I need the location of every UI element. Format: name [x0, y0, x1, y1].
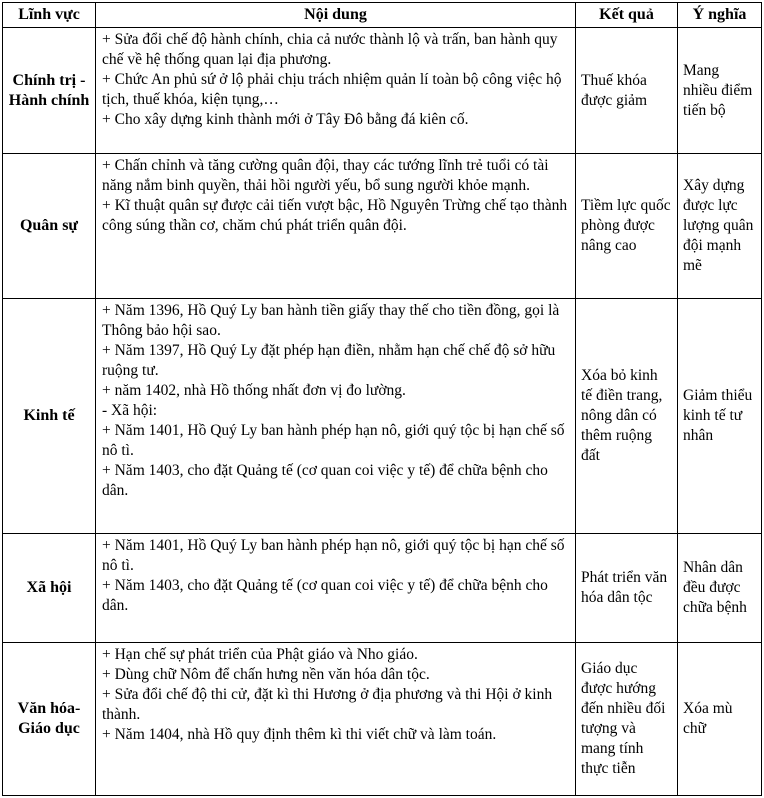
row-content	[96, 643, 576, 796]
header-content: Nội dung	[96, 3, 576, 28]
content-line: + Chức An phủ sứ ở lộ phải chịu trách nhiệm quản lí toàn bộ công việc hộ tịch, thuế khóa, kiện tụng,…	[102, 71, 562, 108]
content-line: + Cho xây dựng kinh thành mới ở Tây Đô bằng đá kiên cố.	[102, 111, 469, 128]
row-meaning: Xóa mù chữ	[678, 643, 762, 796]
row-result: Xóa bỏ kinh tế điền trang, nông dân có thêm ruộng đất	[576, 299, 678, 534]
row-content	[96, 154, 576, 299]
row-meaning: Mang nhiều điểm tiến bộ	[678, 28, 762, 154]
table-row	[3, 534, 762, 643]
content-line: + Năm 1403, cho đặt Quảng tế (cơ quan coi việc y tế) để chữa bệnh cho dân.	[102, 577, 548, 614]
reforms-table	[2, 2, 762, 796]
row-result: Phát triển văn hóa dân tộc	[576, 534, 678, 643]
content-line: + Sửa đổi chế độ hành chính, chia cả nước thành lộ và trấn, ban hành quy chế về hệ thống quan lại địa phương.	[102, 31, 558, 68]
content-line: + năm 1402, nhà Hồ thống nhất đơn vị đo lường.	[102, 382, 406, 399]
header-meaning: Ý nghĩa	[678, 3, 762, 28]
header-result: Kết quả	[576, 3, 678, 28]
row-field: Văn hóa- Giáo dục	[3, 643, 96, 796]
table-row	[3, 28, 762, 154]
content-line: + Năm 1397, Hồ Quý Ly đặt phép hạn điền, nhằm hạn chế chế độ sở hữu ruộng tư.	[102, 342, 556, 379]
reforms-table-wrapper	[2, 2, 762, 796]
row-content	[96, 28, 576, 154]
content-line: + Năm 1401, Hồ Quý Ly ban hành phép hạn nô, giới quý tộc bị hạn chế số nô tì.	[102, 537, 565, 574]
content-line: + Năm 1396, Hồ Quý Ly ban hành tiền giấy thay thế cho tiền đồng, gọi là Thông bảo hội sao.	[102, 302, 560, 339]
content-line: + Kĩ thuật quân sự được cải tiến vượt bậc, Hồ Nguyên Trừng chế tạo thành công súng thần cơ, chăm chú phát triển quân đội.	[102, 197, 568, 234]
content-line: - Xã hội:	[102, 402, 158, 419]
row-content	[96, 534, 576, 643]
row-result: Tiềm lực quốc phòng được nâng cao	[576, 154, 678, 299]
content-line: + Chấn chỉnh và tăng cường quân đội, thay các tướng lĩnh trẻ tuổi có tài năng nắm binh quyền, thải hồi người yếu, bổ sung người khỏe mạnh.	[102, 157, 549, 194]
table-row	[3, 154, 762, 299]
row-meaning: Xây dựng được lực lượng quân đội mạnh mẽ	[678, 154, 762, 299]
row-meaning: Giảm thiểu kinh tế tư nhân	[678, 299, 762, 534]
content-line: + Hạn chế sự phát triển của Phật giáo và Nho giáo.	[102, 646, 418, 663]
row-field: Kinh tế	[3, 299, 96, 534]
row-result: Thuế khóa được giảm	[576, 28, 678, 154]
row-content	[96, 299, 576, 534]
table-header-row	[3, 3, 762, 28]
content-line: + Dùng chữ Nôm để chấn hưng nền văn hóa dân tộc.	[102, 666, 430, 683]
row-field: Quân sự	[3, 154, 96, 299]
content-line: + Năm 1403, cho đặt Quảng tế (cơ quan coi việc y tế) để chữa bệnh cho dân.	[102, 462, 548, 499]
table-row	[3, 299, 762, 534]
row-field: Xã hội	[3, 534, 96, 643]
row-field: Chính trị - Hành chính	[3, 28, 96, 154]
header-field: Lĩnh vực	[3, 3, 96, 28]
content-line: + Sửa đổi chế độ thi cử, đặt kì thi Hương ở địa phương và thi Hội ở kinh thành.	[102, 686, 553, 723]
content-line: + Năm 1404, nhà Hồ quy định thêm kì thi viết chữ và làm toán.	[102, 726, 497, 743]
table-row	[3, 643, 762, 796]
row-meaning: Nhân dân đều được chữa bệnh	[678, 534, 762, 643]
content-line: + Năm 1401, Hồ Quý Ly ban hành phép hạn nô, giới quý tộc bị hạn chế số nô tì.	[102, 422, 565, 459]
row-result: Giáo dục được hướng đến nhiều đối tượng và mang tính thực tiễn	[576, 643, 678, 796]
